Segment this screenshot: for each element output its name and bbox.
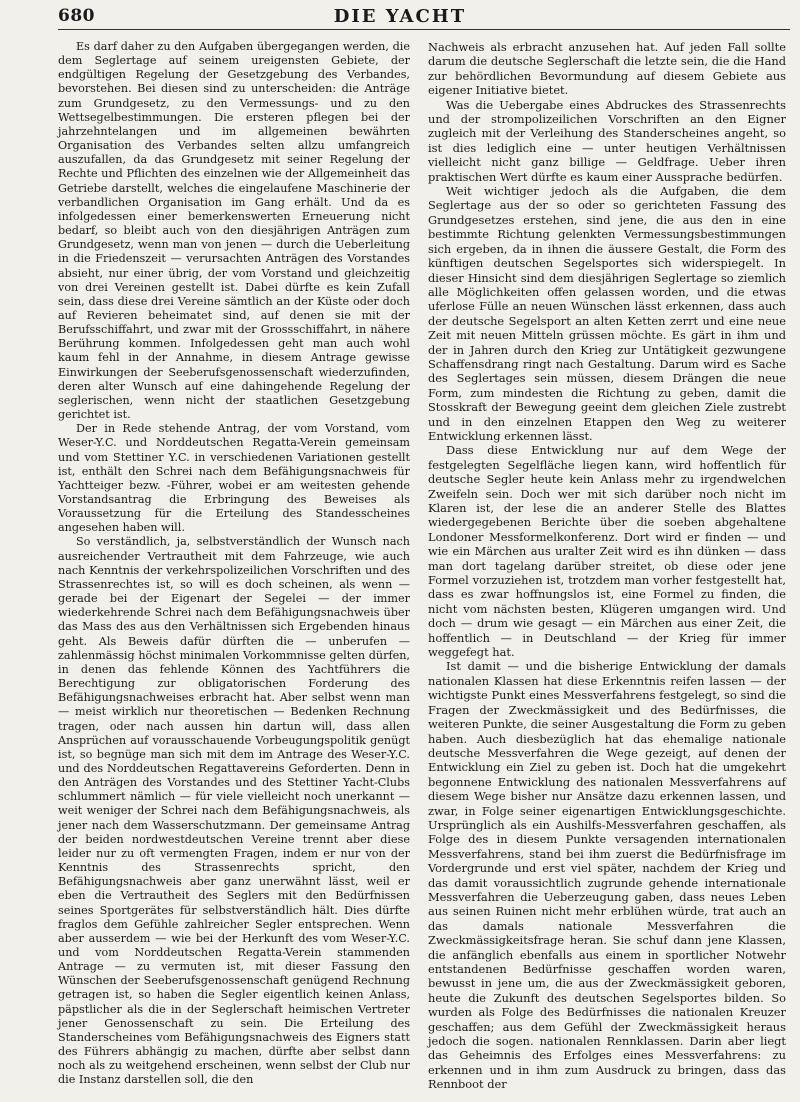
paragraph: Weit wichtiger jedoch als die Aufgaben, die dem Seglertage aus der so oder so gerichteten Fassung des Grundgesetzes erstehen, sind jene, die aus den in eine bestimmte Richtung gelenkten Vermessungsbestimmungen sich ergeben, da in ihnen die äussere Gestalt, die Form des künftigen deutschen Segelsportes sich widerspiegelt. In dieser Hinsicht sind dem diesjährigen Seglertage so ziemlich alle Möglichkeiten offen gelassen worden, und die etwas uferlose Fülle an neuen Wünschen lässt erkennen, dass auch der deutsche Segelsport an alten Ketten zerrt und eine neue Zeit mit neuen Mitteln grüssen möchte. Es gärt in ihm und der in Jahren durch den Krieg zur Untätigkeit gezwungene Schaffensdrang ringt nach Gestaltung. Darum wird es Sache des Seglertages sein müssen, diesem Drängen die neue Form, zum mindesten die Richtung zu geben, damit die Stosskraft der Bewegung geeint dem gleichen Ziele zustrebt und in den einzelnen Etappen den Weg zu weiterer Entwicklung erkennen lässt. (428, 184, 786, 443)
paragraph: So verständlich, ja, selbstverständlich der Wunsch nach ausreichender Vertrautheit mit dem Fahrzeuge, wie auch nach Kenntnis der verkehrspolizeilichen Vorschriften und des Strassenrechtes ist, so will es doch scheinen, als wenn — gerade bei der Eigenart der Segelei — der immer wiederkehrende Schrei nach dem Befähigungsnachweis über das Mass des aus den Verhältnissen sich Ergebenden hinaus geht. Als Beweis dafür dürften die — unberufen — zahlenmässig höchst minimalen Vorkommnisse gelten dürfen, in denen das fehlende Können des Yachtführers die Berechtigung zur obligatorischen Forderung des Befähigungsnachweises erbracht hat. Aber selbst wenn man — meist wirklich nur theoretischen — Bedenken Rechnung tragen, oder nach aussen hin dartun will, dass allen Ansprüchen auf vorausschauende Vorbeugungspolitik genügt ist, so begnüge man sich mit dem im Antrage des Weser-Y.C. und des Norddeutschen Regattavereins Geforderten. Denn in den Anträgen des Vorstandes und des Stettiner Yacht-Clubs schlummert nämlich — für viele vielleicht noch unerkannt — weit weniger der Schrei nach dem Befähigungsnachweis, als jener nach dem Wasserschutzmann. Der gemeinsame Antrag der beiden nordwestdeutschen Vereine trennt aber diese leider nur zu oft vermengten Fragen, indem er nur von der Kenntnis des Strassenrechts spricht, den Befähigungsnachweis aber ganz unerwähnt lässt, weil er eben die Vertrautheit des Seglers mit den Bedürfnissen seines Sportgerätes für selbstverständlich hält. Dies dürfte fraglos dem Gefühle zahlreicher Segler entsprechen. Wenn aber ausserdem — wie bei der Herkunft des vom Weser-Y.C. und vom Norddeutschen Regatta-Verein stammenden Antrage — zu vermuten ist, mit dieser Fassung den Wünschen der Seeberufsgenossenschaft genügend Rechnung getragen ist, so haben die Segler eigentlich keinen Anlass, päpstlicher als die in der Seglerschaft heimischen Vertreter jener Genossenschaft zu sein. Die Erteilung des Standerscheines vom Befähigungsnachweis des Eigners statt des Führers abhängig zu machen, dürfte aber selbst dann noch als zu weitgehend erscheinen, wenn selbst der Club nur die Instanz darstellen soll, die den (58, 535, 410, 1087)
paragraph: Ist damit — und die bisherige Entwicklung der damals nationalen Klassen hat diese Erkenntnis reifen lassen — der wichtigste Punkt eines Messverfahrens festgelegt, so sind die Fragen der Zweckmässigkeit und des Bedürfnisses, die weiteren Punkte, die seiner Ausgestaltung die Form zu geben haben. Auch diesbezüglich hat das ehemalige nationale deutsche Messverfahren die Wege gezeigt, auf denen der Entwicklung ein Ziel zu geben ist. Doch hat die umgekehrt begonnene Entwicklung des nationalen Messverfahrens auf diesem Wege bisher nur Ansätze dazu erkennen lassen, und zwar, in Folge seiner eigenartigen Entwicklungsgeschichte. Ursprünglich als ein Aushilfs-Messverfahren geschaffen, als Folge des in diesem Punkte versagenden internationalen Messverfahrens, stand bei ihm zuerst die Bedürfnisfrage im Vordergrunde und erst viel später, nachdem der Krieg und das damit voraussichtlich zugrunde gehende internationale Messverfahren die Ueberzeugung gaben, dass neues Leben aus seinen Ruinen nicht mehr erblühen würde, trat auch an das damals nationale Messverfahren die Zweckmässigkeitsfrage heran. Sie schuf dann jene Klassen, die anfänglich ebenfalls aus einem in sportlicher Notwehr entstandenen Bedürfnisse geschaffen worden waren, bewusst in jene um, die aus der Zweckmässigkeit geboren, heute die Zukunft des deutschen Segelsportes bilden. So wurden als Folge des Bedürfnisses die nationalen Kreuzer geschaffen; aus dem Gefühl der Zweckmässigkeit heraus jedoch die sogen. nationalen Rennklassen. Darin aber liegt das Geheimnis des Erfolges eines Messverfahrens: zu erkennen und in ihm zum Ausdruck zu bringen, dass das Rennboot der (428, 659, 786, 1092)
paragraph: Was die Uebergabe eines Abdruckes des Strassenrechts und der strompolizeilichen Vorschriften an den Eigner zugleich mit der Verleihung des Standerscheines angeht, so ist dies lediglich eine — unter heutigen Verhältnissen vielleicht nicht ganz billige — Geldfrage. Ueber ihren praktischen Wert dürfte es kaum einer Aussprache bedürfen. (428, 97, 786, 184)
running-head: DIE YACHT (333, 6, 467, 27)
paragraph: Der in Rede stehende Antrag, der vom Vorstand, vom Weser-Y.C. und Norddeutschen Regatta-Verein gemeinsam und vom Stettiner Y.C. in verschiedenen Variationen gestellt ist, enthält den Schrei nach dem Befähigungsnachweis für Yachtteiger bezw. -Führer, wobei er am weitesten gehende Vorstandsantrag die Erbringung des Beweises als Voraussetzung für die Erteilung des Standesscheines angesehen haben will. (58, 422, 410, 535)
paragraph: Dass diese Entwicklung nur auf dem Wege der festgelegten Segelfläche liegen kann, wird hoffentlich für deutsche Segler heute kein Anlass mehr zu irgendwelchen Zweifeln sein. Doch wer mit sich darüber noch nicht im Klaren ist, der lese die an anderer Stelle des Blattes wiedergegebenen Berichte über die soeben abgehaltene Londoner Messformelkonferenz. Dort wird er finden — und wie ein Märchen aus uralter Zeit wird es ihn dünken — dass man dort tagelang darüber streitet, ob diese oder jene Formel vorzuziehen ist, trotzdem man vorher festgestellt hat, dass es zwar hoffnungslos ist, eine Formel zu finden, die nicht vom nächsten besten, Klügeren umgangen wird. Und doch — drum wie gesagt — ein Märchen aus einer Zeit, die hoffentlich — in Deutschland — der Krieg für immer weggefegt hat. (428, 443, 786, 660)
page-number: 680 (58, 6, 95, 26)
paragraph: Nachweis als erbracht anzusehen hat. Auf jeden Fall sollte darum die deutsche Seglerschaft die letzte sein, die die Hand zur behördlichen Bevormundung auf diesem Gebiete aus eigener Initiative bietet. (428, 40, 786, 98)
header-rule (58, 29, 790, 30)
paragraph: Es darf daher zu den Aufgaben übergegangen werden, die dem Seglertage auf seinem ureigensten Gebiete, der endgültigen Regelung der Gesetzgebung des Verbandes, bevorstehen. Bei diesen sind zu unterscheiden: die Anträge zum Grundgesetz, zu den Vermessungs- und zu den Wettsegelbestimmungen. Die ersteren pflegen bei der jahrzehntelangen und im allgemeinen bewährten Organisation des Verbandes selten allzu umfangreich auszufallen, da das Grundgesetz mit seiner Regelung der Rechte und Pflichten des einzelnen wie der Allgemeinheit das Getriebe darstellt, welches die eingelaufene Maschinerie der verbandlichen Organisation im Gang erhält. Und da es infolgedessen einer bemerkenswerten Erneuerung nicht bedarf, so bleibt auch von den diesjährigen Anträgen zum Grundgesetz, wenn man von jenen — durch die Ueberleitung in die Friedenszeit — verursachten Anträgen des Vorstandes absieht, nur einer übrig, der vom Vorstand und gleichzeitig von drei Vereinen gestellt ist. Dabei dürfte es kein Zufall sein, dass diese drei Vereine sämtlich an der Küste oder doch auf Revieren beheimatet sind, auf denen sie mit der Berufsschiffahrt, und zwar mit der Grossschiffahrt, in nähere Berührung kommen. Infolgedessen geht man auch wohl kaum fehl in der Annahme, in diesem Antrage gewisse Einwirkungen der Seeberufsgenossenschaft wiederzufinden, deren alter Wunsch auf eine dahingehende Regelung der seglerischen, wenn nicht der staatlichen Gesetzgebung gerichtet ist. (58, 40, 410, 422)
right-column (428, 40, 786, 1092)
left-column (58, 40, 410, 1088)
